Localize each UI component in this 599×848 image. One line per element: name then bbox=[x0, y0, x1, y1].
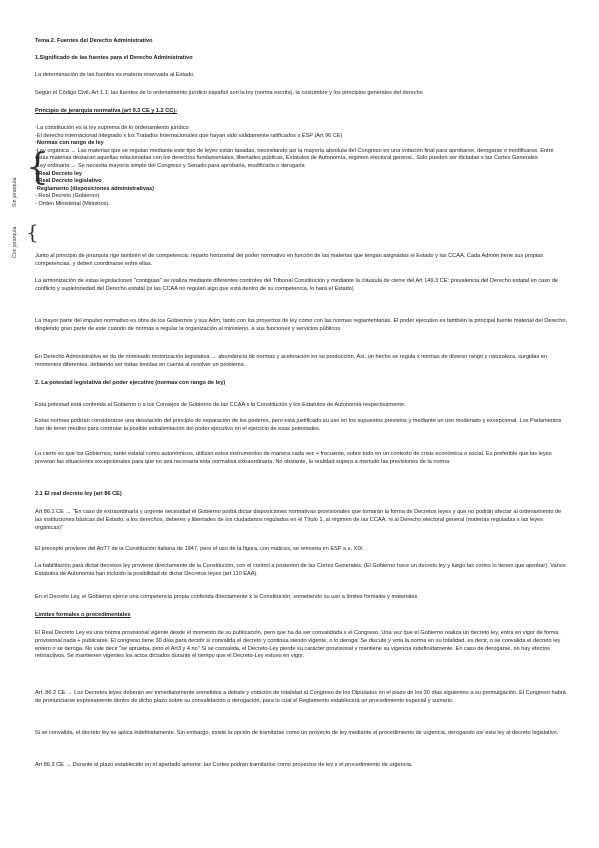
section-2-1-paragraph: En el Decreto Ley, el Gobierno ejerce una competencia propia conferida directamente x la Constitución, sometiendo su uso a límites formales y materiales. bbox=[35, 594, 419, 600]
limites-paragraph: Art 86.3 CE → Durante el plazo establecido en el apartado anterior, las Cortes podrán tramitarlos como proyectos de ley x el procedimiento de urgencia. bbox=[35, 762, 413, 768]
document-title: Tema 2. Fuentes del Derecho Administrativo bbox=[35, 38, 153, 44]
armonizacion-paragraph: La armonización de estas legislaciones "contiguas" se realiza mediante diferentes controles del Tribunal Constitución y mediante la cláusula de cierre del Art 149.3 CE: prevalencia del Derecho estatal en caso de conflicto y supletoriedad del Derecho estatal (si las CCAA no regulan algo que está dentro de su competencia, lo hará el Estado) bbox=[35, 278, 558, 292]
hierarchy-item: ·Normas con rango de ley bbox=[35, 140, 104, 147]
hierarchy-item: -Ley orgánica → Las materias que se regulan mediante este tipo de leyes están tasadas, necesitando así la mayoría absoluta del Congreso en una votación final para aprobarse, derogarse o modificarse. Entre estas materias destacan aquellas relacionadas con los derechos fundamentales, libertades públicas, Estatutos de Autonomía, régimen electoral general.. Solo pueden ser dictadas x las Cortes Generales bbox=[35, 147, 554, 162]
hierarchy-item: ·El derecho internacional integrado x los Tratados Internacionales que hayan sido válidamente ratificados x ESP (Art 96 CE) bbox=[35, 132, 343, 139]
section-2-1-paragraph: Art 86.1 CE → "En caso de extraordinaria y urgente necesidad el Gobierno podrá dictar disposiciones normativas provisionales que tomarán la forma de Decretos leyes y que no podrán afectar al ordenamiento de las instituciones básicas del Estado, a los derechos, deberes y libertades de los ciudadanos regulados en el Título 1, al régimen de las CCAA, ni al Derecho electoral general (materias reguladas x las leyes orgánicas)" bbox=[35, 509, 562, 531]
side-label-jerarquia: Sin jerarquía bbox=[12, 177, 18, 207]
motorizacion-paragraph: En Derecho Administrativo se da de nominado motorización legislativa → abundancia de normas y aceleración en su producción. Así, un hecho se regula x normas de diverso rango y naturaleza, surgidas en momentos diferentes, debiendo ser todas tenidas en cuenta al resolver un problema. bbox=[35, 354, 548, 368]
limites-paragraph: Art. 86.2 CE → Los Decretos leyes deberán ser inmediatamente sometidos a debate y votación de totalidad al Congreso de los Diputados en el plazo de los 30 días siguientes a su promulgación. El Congreso habrá de pronunciarse expresamente dentro de dicho plazo sobre su convalidación o derogación, para lo cual el Reglamento establecerá un procedimiento especial y sumario. bbox=[35, 690, 566, 704]
reglamento-brace: { bbox=[26, 220, 39, 244]
principio-heading: Principio de jerarquía normativa (art 9.3 CE y 1.2 CC): bbox=[35, 108, 178, 114]
section-2-heading: 2. La potestad legislativa del poder ejecutivo (normas con rango de ley) bbox=[35, 380, 226, 386]
hierarchy-item: -Ley ordinaria → Se necesita mayoría simple del Congreso y Senado para aprobarla, modificarla o derogarla bbox=[35, 162, 305, 169]
section-2-paragraph: Esta potestad está conferida al Gobierno o a los Consejos de Gobierno de las CCAA x la Constitución y los Estatutos de Autonomía respectivamente. bbox=[35, 402, 406, 408]
limites-heading: Límites formales o procedimentales bbox=[35, 612, 131, 618]
side-label-competencia: Con jerarquía bbox=[12, 226, 18, 258]
mayor-paragraph: La mayor parte del impulso normativo es obra de los Gobiernos y sus Adm, tanto con los proyectos de ley como con las normas reglamentarias. El poder ejecutivo es también la principal fuente material del Derecho, dirigiendo gran parte de este cuando de normas a regular la organización al ministerio, a sus funciones y servicios públicos. bbox=[35, 318, 567, 332]
section-1-paragraph: La determinación de las fuentes es materia reservada al Estado. bbox=[35, 72, 195, 78]
section-2-1-heading: 2.1 El real decreto ley (art 86 CE) bbox=[35, 491, 122, 497]
limites-paragraph: El Real Decreto Ley es una norma provisional vigente desde el momento de su publicación, pero que ha de ser convalidada x el Congreso. Una vez que el Gobierno realiza un decreto ley, entra en vigor de forma provisional nada + publicarse. El congreso tiene 30 días para decidir si convalida el decreto y continúa siendo vigente, o lo deroga. Se discute y vota la norma en su totalidad, es decir, o se convalida el decreto ley entero o se deroga. No vale decir "se aprueba, pero el Art3 y 4 no" Si se convalida, el Decreto-Ley pierde su carácter provisional y mantiene su vigencia indefinidamente. En caso de derogarse, no hay efectos retroactivos. Se mantienen vigentes los actos dictados durante el tiempo que el Decreto-Ley estuvo en vigor. bbox=[35, 630, 561, 660]
hierarchy-item: - Real Decreto (Gobierno) bbox=[35, 193, 100, 200]
hierarchy-list bbox=[35, 125, 568, 209]
section-2-paragraph: Estas normas podrían considerarse una desviación del principio de separación de los poderes, pero está justificado su uso en los supuestos previstos y mediante un uso moderado y excepcional. Los Parlamentos han de tener medios para controlar la posible extralimitación del poder ejecutivo en el ejercicio de esas potestades. bbox=[35, 418, 562, 432]
hierarchy-item: - Orden Ministerial (Ministros). bbox=[35, 200, 110, 207]
section-1-heading: 1.Significado de las fuentes para el Derecho Administrativo bbox=[35, 55, 193, 61]
section-2-1-paragraph: El precepto proviene del Art77 de la Constitución italiana de 1947, pero el uso de la figura, con matices, se remonta en ESP a s. XIX. bbox=[35, 546, 365, 552]
competencia-paragraph: Junto al principio de jerarquía rige también el de competencia: reparto horizontal del poder normativo en función de las materias que tengan asignadas el Estado y las CCAA. Cada Admón tiene sus propias competencias, y deben coordinarse entre ellas. bbox=[35, 253, 544, 267]
section-2-1-paragraph: La habilitación para dictar decretos ley proviene directamente de la Constitución, con el control a posteriori de las Cortes Generales. (El Gobierno hace un decreto ley y luego las cortes lo tienen que aprobar). Varios Estatutos de Autonomía han incluido la posibilidad de dictar Decretos leyes (art 110 EAA). bbox=[35, 563, 566, 577]
hierarchy-item: ·Reglamento (disposiciones administrativas) bbox=[35, 185, 155, 192]
section-1-paragraph: Según el Código Civil, Art 1.1, las fuentes de lo ordenamiento jurídico español son la ley (norma escrita), la costumbre y los principios generales del derecho bbox=[35, 90, 423, 96]
hierarchy-item: ·La constitución es la ley suprema de lo ordenamiento jurídico bbox=[35, 125, 189, 131]
hierarchy-item: - Real Decreto legislativo bbox=[35, 178, 102, 185]
hierarchy-item: - Real Decreto ley bbox=[35, 170, 82, 177]
section-2-paragraph: Lo cierto es que los Gobiernos, tanto estatal como autonómicos, utilizan estos instrumentos de manera cada vez + frecuente, sobre todo en un contexto de crisis económica o social. Es preferible que las leyes prevean las situaciones excepcionales para que no sea necesaria esta normativa extraordinaria. No obstante, la realidad supera a menudo las previsiones de la norma bbox=[35, 451, 552, 465]
hierarchy-brace: { bbox=[26, 147, 49, 188]
limites-paragraph: Si se convalida, el decreto ley se aplica indefinidamente. Sin embargo, existe la opción de tramitarse como un proyecto de ley mediante el procedimiento de urgencia, derogando así esta ley al decreto legislativo. bbox=[35, 730, 559, 736]
